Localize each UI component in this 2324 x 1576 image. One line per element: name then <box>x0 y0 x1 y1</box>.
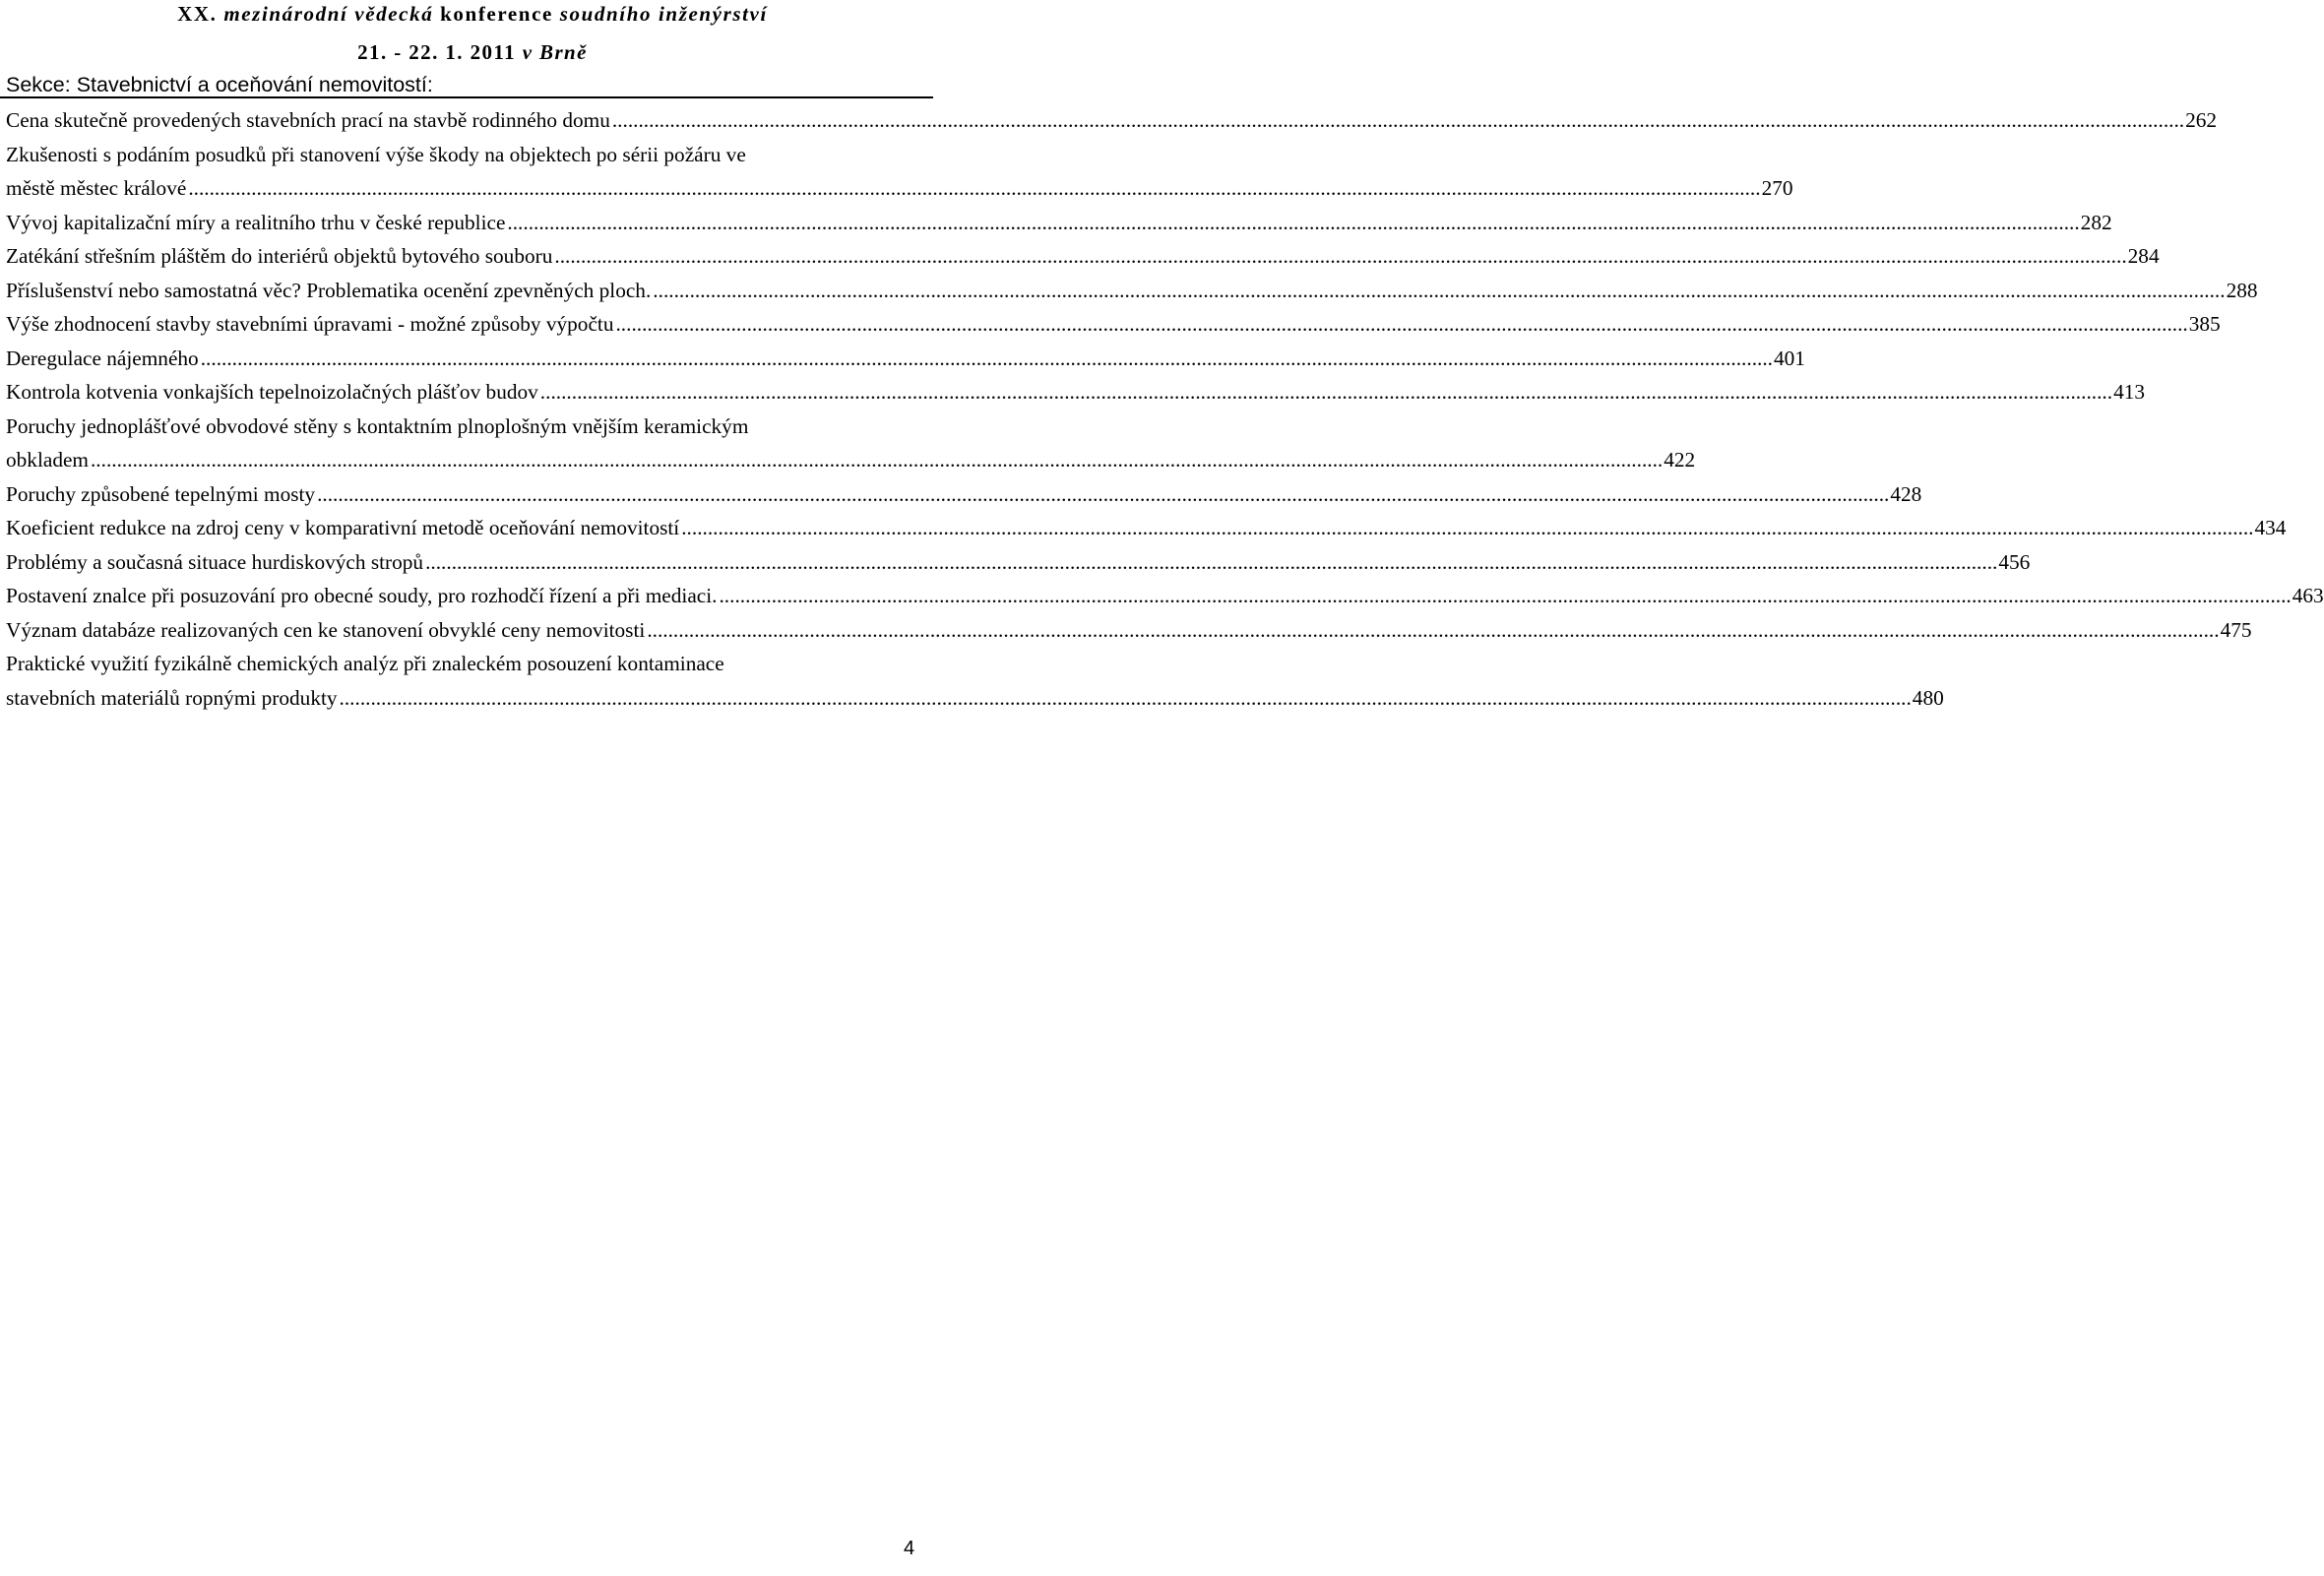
toc-entry-title-line: Postavení znalce při posuzování pro obecné soudy, pro rozhodčí řízení a při mediaci. <box>6 584 718 607</box>
toc-entry-page: 475 <box>2220 617 2252 642</box>
section-title: Sekce: Stavebnictví a oceňování nemovitostí: <box>6 73 433 96</box>
toc-entry-row <box>6 545 2031 580</box>
toc-entry-page: 428 <box>1890 481 1922 506</box>
dot-leader: ............................................................................................................................................................................................................................................................................................................ <box>615 312 2188 336</box>
toc-entry-page: 262 <box>2185 108 2218 132</box>
toc-entry-row <box>6 443 1696 477</box>
toc-entry-page: 456 <box>1998 549 2031 574</box>
toc-entry-row <box>6 206 2112 240</box>
dot-leader: ............................................................................................................................................................................................................................................................................................................ <box>681 516 2254 539</box>
toc-entry-title-line: Deregulace nájemného <box>6 346 199 370</box>
toc-entry-title-line: Kontrola kotvenia vonkajších tepelnoizolačných plášťov budov <box>6 380 538 404</box>
toc-entry-page: 288 <box>2226 278 2258 302</box>
toc-entry[interactable] <box>6 342 1805 376</box>
dot-leader: ............................................................................................................................................................................................................................................................................................................ <box>539 380 2113 404</box>
toc-entry[interactable] <box>6 103 2218 138</box>
toc-entry-page: 413 <box>2113 380 2146 404</box>
toc-entry[interactable] <box>6 138 1793 206</box>
toc-entry-title-line: městě městec králové <box>6 176 187 200</box>
table-of-contents <box>6 103 2324 715</box>
toc-entry[interactable] <box>6 239 2160 274</box>
toc-entry[interactable] <box>6 307 2221 342</box>
toc-entry[interactable] <box>6 511 2287 545</box>
toc-entry-page: 401 <box>1773 346 1805 370</box>
toc-entry[interactable] <box>6 545 2031 580</box>
conference-title-part2: konference <box>440 2 553 26</box>
toc-entry-row <box>6 342 1805 376</box>
dot-leader: ............................................................................................................................................................................................................................................................................................................ <box>90 448 1664 472</box>
conference-place: v Brně <box>522 40 588 64</box>
conference-ordinal: XX. <box>177 2 218 26</box>
toc-entry-row <box>6 579 2324 613</box>
conference-title-part1: mezinárodní vědecká <box>223 2 434 26</box>
conference-title-part3: soudního inženýrství <box>559 2 768 26</box>
toc-entry-row <box>6 613 2252 648</box>
toc-entry[interactable] <box>6 613 2252 648</box>
toc-entry[interactable] <box>6 206 2112 240</box>
toc-entry-row <box>6 103 2218 138</box>
toc-entry-row <box>6 307 2221 342</box>
toc-entry-row <box>6 511 2287 545</box>
toc-entry-title-line: Koeficient redukce na zdroj ceny v komparativní metodě oceňování nemovitostí <box>6 516 680 539</box>
toc-entry-row <box>6 274 2258 308</box>
toc-entry-page: 434 <box>2254 516 2287 539</box>
toc-entry[interactable] <box>6 274 2258 308</box>
toc-entry[interactable] <box>6 647 1944 715</box>
page-number: 4 <box>904 1538 915 1559</box>
dot-leader: ............................................................................................................................................................................................................................................................................................................ <box>611 108 2185 132</box>
dot-leader: ............................................................................................................................................................................................................................................................................................................ <box>507 210 2080 234</box>
toc-entry[interactable] <box>6 410 1696 477</box>
toc-entry[interactable] <box>6 579 2324 613</box>
toc-entry-page: 385 <box>2188 312 2221 336</box>
toc-entry-title-line: Výše zhodnocení stavby stavebními úpravami - možné způsoby výpočtu <box>6 312 614 336</box>
toc-entry-title-line: Význam databáze realizovaných cen ke stanovení obvyklé ceny nemovitosti <box>6 617 646 642</box>
toc-entry-page: 463 <box>2292 584 2324 607</box>
toc-entry-title-line: Praktické využití fyzikálně chemických analýz při znaleckém posouzení kontaminace <box>6 652 724 675</box>
dot-leader: ............................................................................................................................................................................................................................................................................................................ <box>200 346 1773 370</box>
toc-entry-page: 284 <box>2127 244 2160 268</box>
toc-entry-title-line: Problémy a současná situace hurdiskových stropů <box>6 549 424 574</box>
toc-entry-row <box>6 375 2146 410</box>
toc-entry-title-line: Poruchy jednoplášťové obvodové stěny s kontaktním plnoplošným vnějším keramickým <box>6 413 749 438</box>
dot-leader: ............................................................................................................................................................................................................................................................................................................ <box>317 481 1890 506</box>
dot-leader: ............................................................................................................................................................................................................................................................................................................ <box>719 584 2292 607</box>
toc-entry-page: 270 <box>1761 176 1793 200</box>
toc-entry-row <box>6 171 1793 206</box>
section-divider <box>0 96 933 98</box>
dot-leader: ............................................................................................................................................................................................................................................................................................................ <box>188 176 1761 200</box>
toc-entry-row <box>6 681 1944 716</box>
toc-entry-title-line: Příslušenství nebo samostatná věc? Problematika ocenění zpevněných ploch. <box>6 278 652 302</box>
toc-entry-row <box>6 477 1922 512</box>
dot-leader: ............................................................................................................................................................................................................................................................................................................ <box>653 278 2226 302</box>
toc-entry-title-line: stavebních materiálů ropnými produkty <box>6 685 338 710</box>
toc-entry-row <box>6 239 2160 274</box>
toc-entry-page: 480 <box>1912 685 1944 710</box>
toc-entry-title-line: Vývoj kapitalizační míry a realitního trhu v české republice <box>6 210 506 234</box>
conference-date-place <box>0 40 945 64</box>
toc-entry-title-line: Zatékání střešním pláštěm do interiérů objektů bytového souboru <box>6 244 553 268</box>
toc-entry[interactable] <box>6 375 2146 410</box>
conference-date: 21. - 22. 1. 2011 <box>357 40 517 64</box>
toc-entry-title-line: Cena skutečně provedených stavebních prací na stavbě rodinného domu <box>6 108 610 132</box>
toc-entry-title-line: Poruchy způsobené tepelnými mosty <box>6 481 316 506</box>
dot-leader: ............................................................................................................................................................................................................................................................................................................ <box>554 244 2127 268</box>
toc-entry[interactable] <box>6 477 1922 512</box>
toc-entry-page: 422 <box>1664 448 1696 472</box>
dot-leader: ............................................................................................................................................................................................................................................................................................................ <box>647 617 2220 642</box>
dot-leader: ............................................................................................................................................................................................................................................................................................................ <box>425 549 1998 574</box>
dot-leader: ............................................................................................................................................................................................................................................................................................................ <box>339 685 1912 710</box>
toc-entry-page: 282 <box>2080 210 2112 234</box>
toc-entry-title-line: Zkušenosti s podáním posudků při stanovení výše škody na objektech po sérii požáru ve <box>6 142 746 166</box>
conference-title <box>0 2 945 26</box>
toc-entry-title-line: obkladem <box>6 448 89 472</box>
